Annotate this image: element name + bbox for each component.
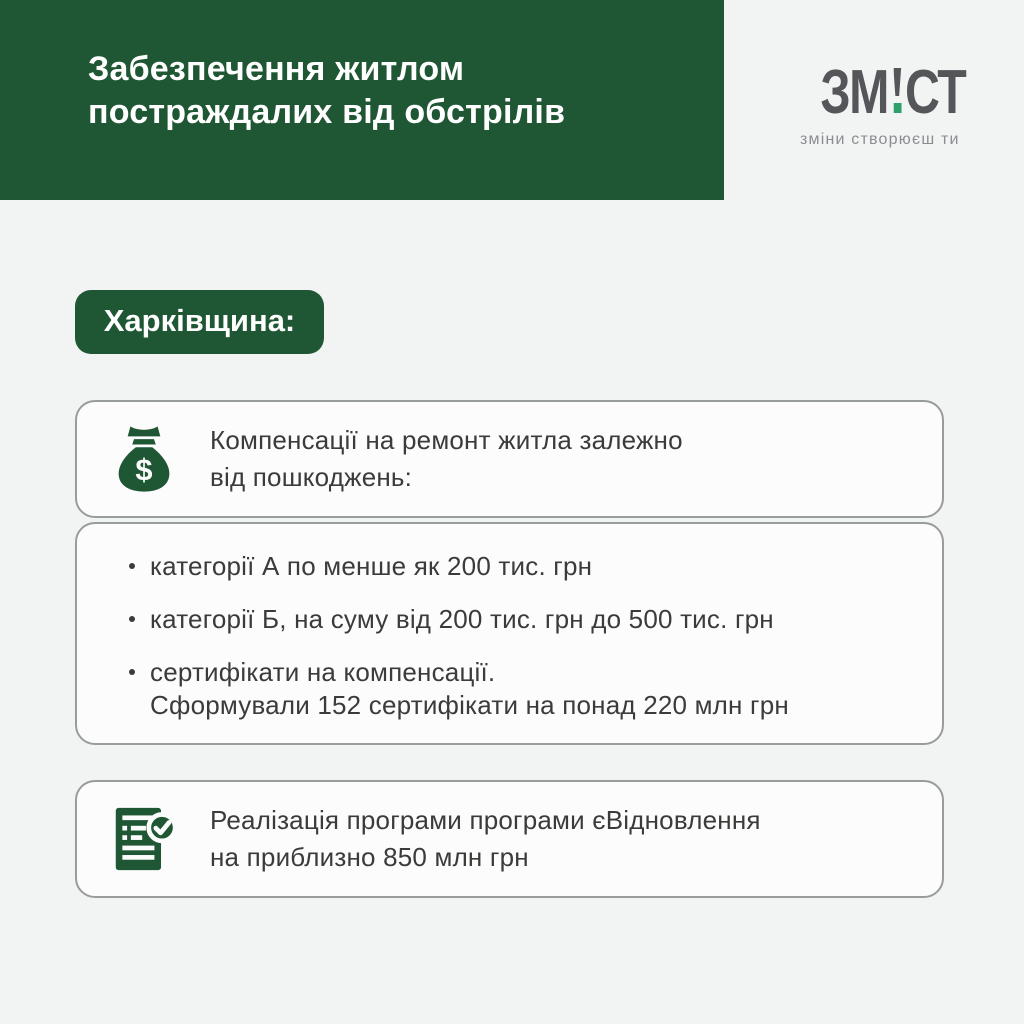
logo-word-end: СТ <box>905 58 966 127</box>
list-item: категорії Б, на суму від 200 тис. грн до 500 тис. грн <box>150 603 922 636</box>
compensation-heading-line2: від пошкоджень: <box>210 462 413 492</box>
document-check-icon <box>112 804 178 874</box>
logo-exclamation-icon <box>893 68 902 113</box>
program-card <box>75 780 944 898</box>
region-badge-label: Харківщина: <box>103 302 296 338</box>
compensation-list-card <box>75 522 944 745</box>
list-item: категорії А по менше як 200 тис. грн <box>150 550 922 583</box>
program-text <box>210 802 761 876</box>
header-block <box>0 0 724 200</box>
logo-tagline: зміни створюєш ти <box>800 131 960 148</box>
logo-word-start: ЗМ <box>820 58 888 127</box>
compensation-heading-line1: Компенсації на ремонт житла залежно <box>210 425 683 455</box>
money-bag-icon <box>115 424 173 494</box>
program-text-line1: Реалізація програми програми єВідновлення <box>210 805 761 835</box>
page-title-line2: постраждалих від обстрілів <box>88 93 566 131</box>
region-badge <box>75 290 324 354</box>
list-item: сертифікати на компенсації. Сформували 152 сертифікати на понад 220 млн грн <box>150 656 922 722</box>
compensation-bullet-list <box>77 524 942 722</box>
dollar-glyph: $ <box>135 451 153 487</box>
compensation-heading <box>210 422 683 496</box>
logo-green-dot <box>893 103 901 113</box>
program-text-line2: на приблизно 850 млн грн <box>210 842 529 872</box>
page-title <box>88 48 565 134</box>
zmist-logo-wordmark <box>820 58 966 127</box>
page-title-line1: Забезпечення житлом <box>88 50 465 88</box>
zmist-logo <box>800 58 966 149</box>
compensation-header-card <box>75 400 944 518</box>
